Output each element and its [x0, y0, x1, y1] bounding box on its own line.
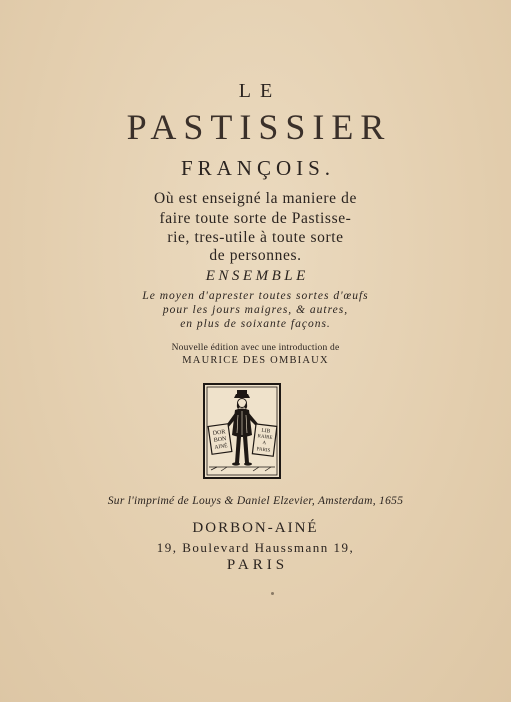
- introduction-author: MAURICE DES OMBIAUX: [182, 355, 329, 366]
- woodcut-right-sign-text: A: [262, 440, 267, 447]
- subtitle: FRANÇOIS.: [180, 156, 336, 180]
- edition-note: Nouvelle édition avec une introduction de: [171, 343, 340, 353]
- woodcut-right-sign-text: LIB: [260, 427, 271, 435]
- description-line: Où est enseigné la maniere de: [154, 190, 357, 207]
- ensemble-line: pour les jours maigres, & autres,: [162, 304, 349, 316]
- woodcut-right-sign-text: PARIS: [256, 447, 271, 454]
- title-article: LE: [238, 80, 282, 102]
- description-line: faire toute sorte de Pastisse-: [159, 210, 352, 227]
- ensemble-line: Le moyen d'aprester toutes sortes d'œufs: [142, 290, 369, 302]
- description-line: de personnes.: [209, 247, 302, 264]
- description-line: rie, tres-utile à toute sorte: [167, 229, 344, 246]
- ensemble-line: en plus de soixante façons.: [180, 318, 331, 330]
- main-title: PASTISSIER: [126, 107, 392, 147]
- woodcut-right-sign-text: RAIRE: [257, 434, 273, 441]
- woodcut-left-sign-text: DOR: [212, 429, 226, 437]
- publisher-address: 19, Boulevard Haussmann 19,: [156, 540, 355, 555]
- bookseller-woodcut-illustration: [203, 383, 281, 479]
- publisher-name: DORBON-AINÉ: [192, 520, 319, 536]
- woodcut-left-sign-text: AINÉ: [214, 443, 229, 451]
- publisher-city: PARIS: [226, 557, 289, 573]
- imprint-source: Sur l'imprimé de Louys & Daniel Elzevier, Amsterdam, 1655: [107, 495, 404, 507]
- woodcut-left-sign-text: BON: [213, 436, 227, 444]
- paper-speck: [271, 592, 274, 595]
- ensemble-heading: ENSEMBLE: [205, 268, 309, 284]
